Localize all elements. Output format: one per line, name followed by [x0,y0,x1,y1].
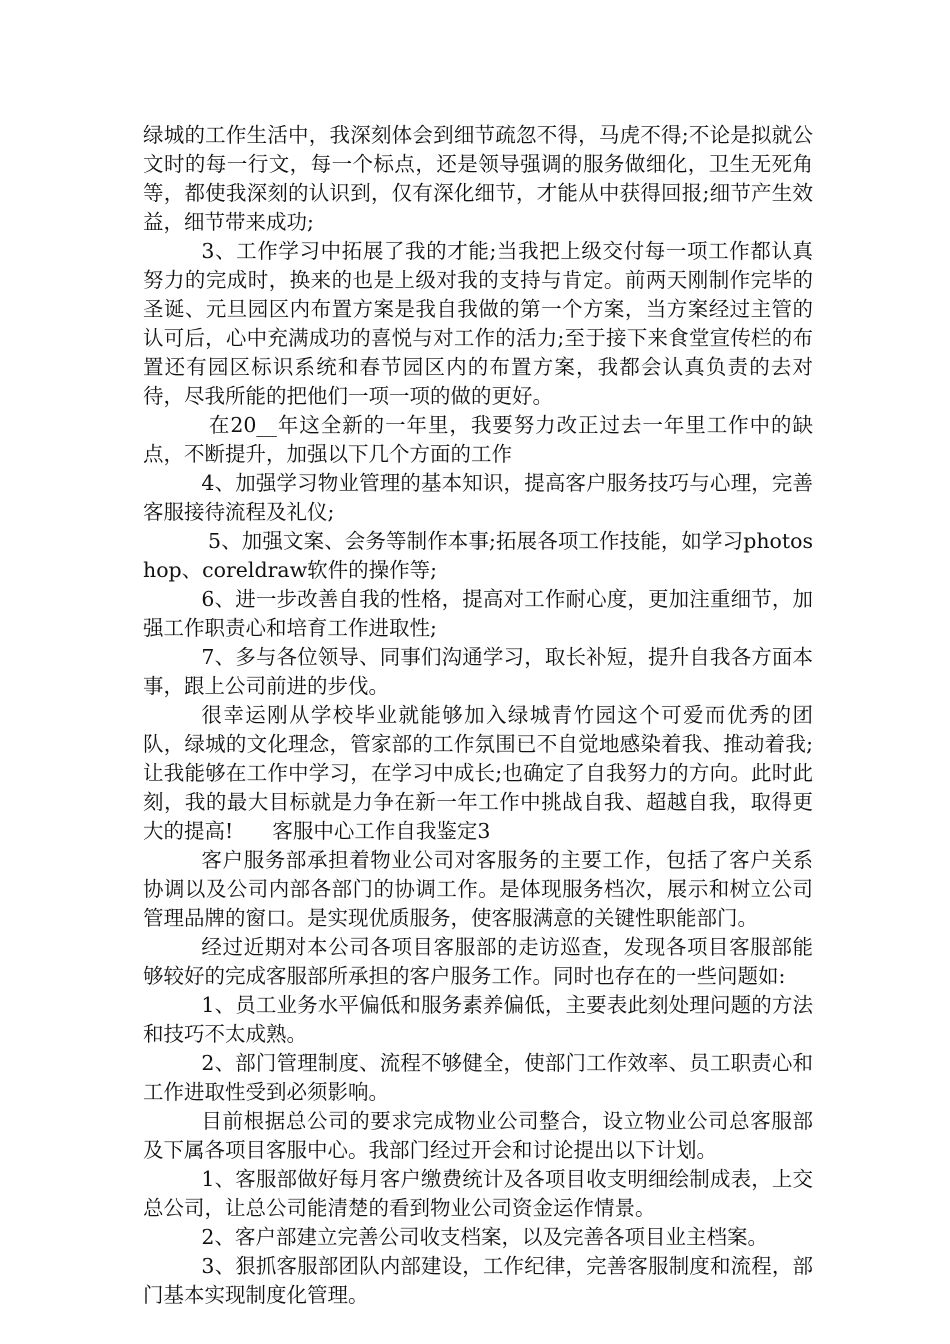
paragraph: 5、加强文案、会务等制作本事;拓展各项工作技能，如学习photoshop、coreldraw软件的操作等; [143,529,813,582]
paragraph: 绿城的工作生活中，我深刻体会到细节疏忽不得，马虎不得;不论是拟就公文时的每一行文，每一个标点，还是领导强调的服务做细化，卫生无死角等，都使我深刻的认识到，仅有深化细节，才能从中获得回报;细节产生效益，细节带来成功; [143,123,813,234]
paragraph: 在20__年这全新的一年里，我要努力改正过去一年里工作中的缺点，不断提升，加强以下几个方面的工作 [143,413,813,466]
document-body [143,121,813,1310]
paragraph: 2、部门管理制度、流程不够健全，使部门工作效率、员工职责心和工作进取性受到必须影响。 [143,1051,813,1104]
paragraph: 1、客服部做好每月客户缴费统计及各项目收支明细绘制成表，上交总公司，让总公司能清楚的看到物业公司资金运作情景。 [143,1167,813,1220]
paragraph: 4、加强学习物业管理的基本知识，提高客户服务技巧与心理，完善客服接待流程及礼仪; [143,471,813,524]
paragraph: 2、客户部建立完善公司收支档案，以及完善各项目业主档案。 [201,1225,768,1249]
paragraph: 目前根据总公司的要求完成物业公司整合，设立物业公司总客服部及下属各项目客服中心。我部门经过开会和讨论提出以下计划。 [143,1109,813,1162]
paragraph: 1、员工业务水平偏低和服务素养偏低，主要表此刻处理问题的方法和技巧不太成熟。 [143,993,813,1046]
paragraph: 3、狠抓客服部团队内部建设，工作纪律，完善客服制度和流程，部门基本实现制度化管理。 [143,1254,813,1307]
paragraph: 客户服务部承担着物业公司对客服务的主要工作，包括了客户关系协调以及公司内部各部门的协调工作。是体现服务档次，展示和树立公司管理品牌的窗口。是实现优质服务，使客服满意的关键性职能部门。 [143,848,813,930]
paragraph: 6、进一步改善自我的性格，提高对工作耐心度，更加注重细节，加强工作职责心和培育工作进取性; [143,587,813,640]
paragraph: 7、多与各位领导、同事们沟通学习，取长补短，提升自我各方面本事，跟上公司前进的步伐。 [143,645,813,698]
paragraph: 经过近期对本公司各项目客服部的走访巡查，发现各项目客服部能够较好的完成客服部所承担的客户服务工作。同时也存在的一些问题如: [143,935,813,988]
paragraph: 3、工作学习中拓展了我的才能;当我把上级交付每一项工作都认真努力的完成时，换来的也是上级对我的支持与肯定。前两天刚制作完毕的圣诞、元旦园区内布置方案是我自我做的第一个方案，当方案经过主管的认可后，心中充满成功的喜悦与对工作的活力;至于接下来食堂宣传栏的布置还有园区标识系统和春节园区内的布置方案，我都会认真负责的去对待，尽我所能的把他们一项一项的做的更好。 [143,239,813,408]
paragraph: 很幸运刚从学校毕业就能够加入绿城青竹园这个可爱而优秀的团队，绿城的文化理念，管家部的工作氛围已不自觉地感染着我、推动着我;让我能够在工作中学习，在学习中成长;也确定了自我努力的方向。此时此刻，我的最大目标就是力争在新一年工作中挑战自我、超越自我，取得更大的提高! 客服中心工作自我鉴定3 [143,703,813,843]
